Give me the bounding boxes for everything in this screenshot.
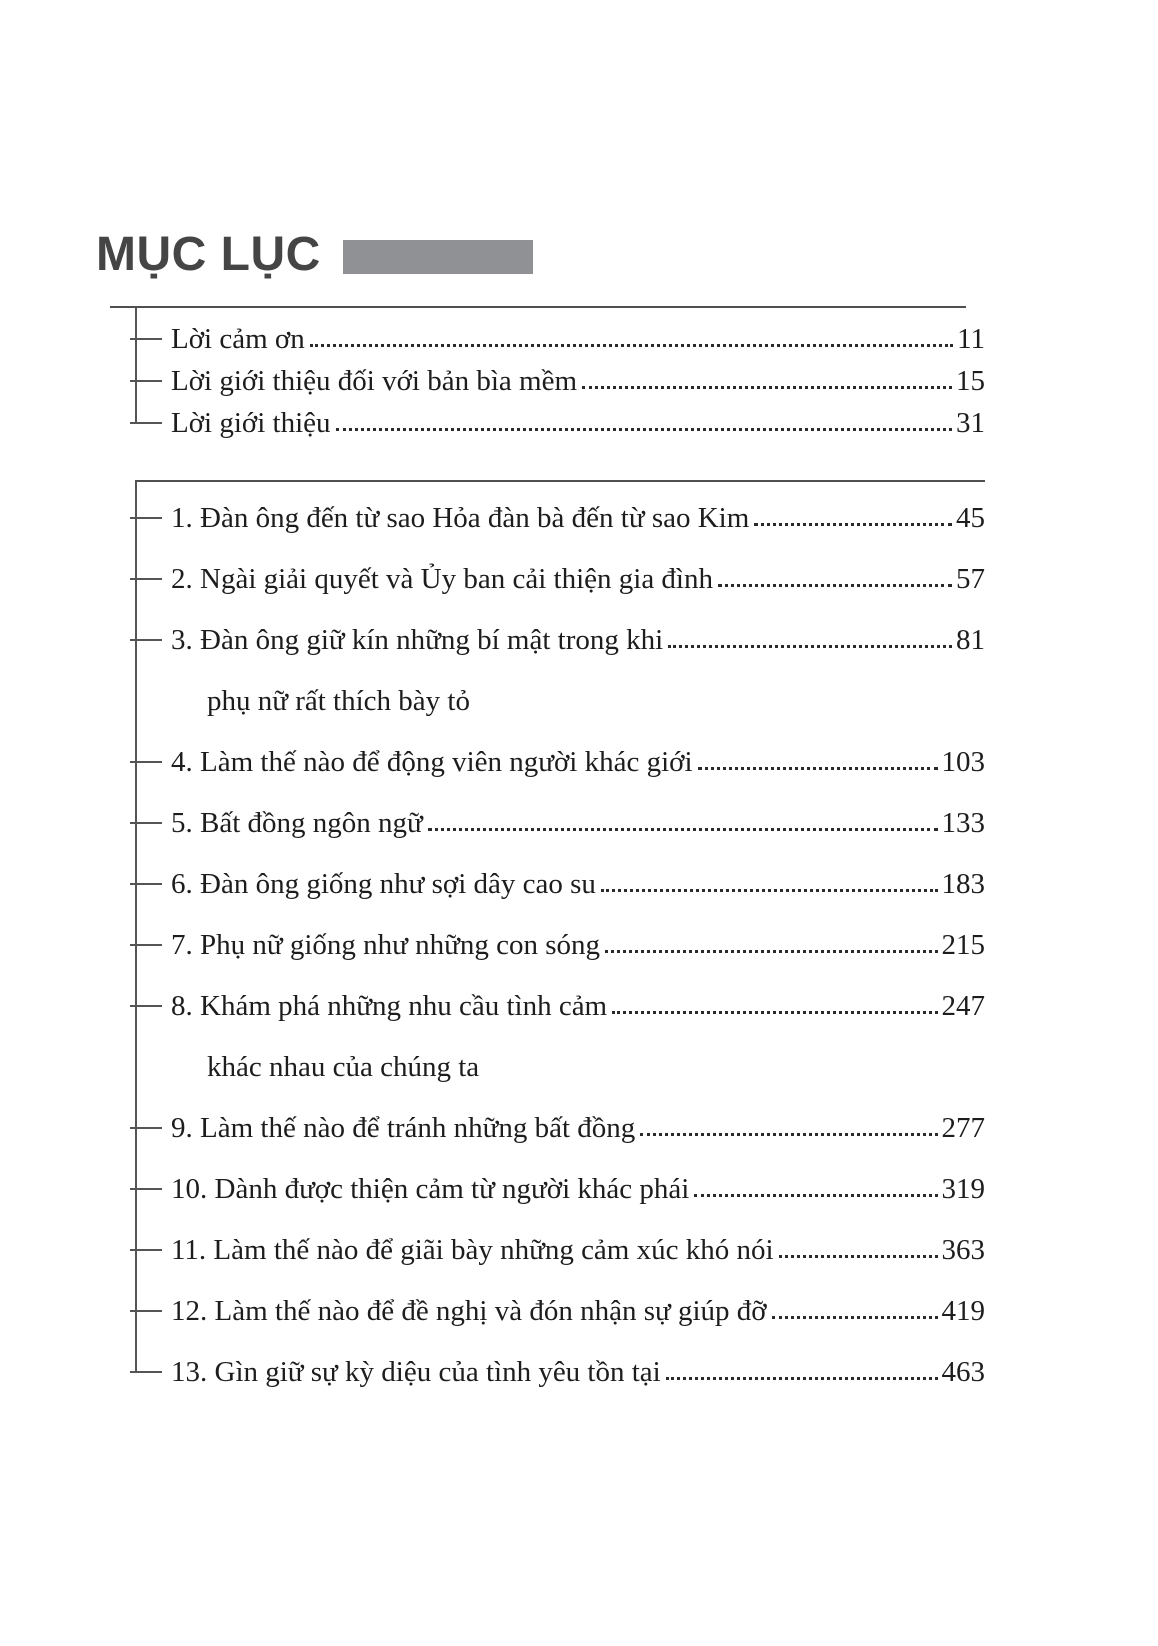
- toc-entry: [135, 1169, 985, 1209]
- toc-entry: [135, 360, 985, 402]
- dot-leader: [772, 1316, 938, 1319]
- dot-leader: [601, 889, 938, 892]
- title-decoration-bar: [343, 240, 533, 274]
- toc-entry: [135, 1230, 985, 1270]
- toc-entry: [135, 925, 985, 965]
- entry-title: 12. Làm thế nào để đề nghị và đón nhận sự giúp đỡ: [171, 1295, 767, 1327]
- toc-entry: [135, 864, 985, 904]
- entry-page: 463: [941, 1356, 985, 1388]
- dot-leader: [718, 584, 952, 587]
- entry-title: Lời giới thiệu: [171, 407, 331, 439]
- toc-entry: [135, 620, 985, 660]
- entry-title: 6. Đàn ông giống như sợi dây cao su: [171, 868, 596, 900]
- entry-page: 247: [941, 990, 985, 1022]
- entry-page: 103: [941, 746, 985, 778]
- toc-entry: [135, 559, 985, 599]
- entry-page: 319: [941, 1173, 985, 1205]
- entry-title: 9. Làm thế nào để tránh những bất đồng: [171, 1112, 636, 1144]
- entry-page: 277: [941, 1112, 985, 1144]
- entry-title: 7. Phụ nữ giống như những con sóng: [171, 929, 600, 961]
- entry-title: 11. Làm thế nào để giãi bày những cảm xúc khó nói: [171, 1234, 774, 1266]
- entry-page: 11: [957, 323, 985, 355]
- entry-page: 133: [941, 807, 985, 839]
- dot-leader: [694, 1194, 937, 1197]
- entry-title: 13. Gìn giữ sự kỳ diệu của tình yêu tồn tại: [171, 1356, 661, 1388]
- toc-entry-continuation: [135, 681, 985, 721]
- toc-entry: [135, 402, 985, 444]
- entry-page: 15: [956, 365, 985, 397]
- dot-leader: [605, 950, 938, 953]
- entry-page: 363: [941, 1234, 985, 1266]
- dot-leader: [754, 523, 952, 526]
- toc-entry-continuation: [135, 1047, 985, 1087]
- dot-leader: [666, 1377, 938, 1380]
- toc-entry: [135, 318, 985, 360]
- entry-page: 57: [956, 563, 985, 595]
- page-header: [96, 224, 1158, 286]
- page-title: MỤC LỤC: [96, 228, 321, 281]
- toc-entry: [135, 986, 985, 1026]
- dot-leader: [640, 1133, 937, 1136]
- entry-page: 81: [956, 624, 985, 656]
- dot-leader: [668, 645, 952, 648]
- toc-entry: [135, 498, 985, 538]
- entry-title: 4. Làm thế nào để động viên người khác giới: [171, 746, 693, 778]
- dot-leader: [698, 767, 938, 770]
- entry-page: 419: [941, 1295, 985, 1327]
- entry-title: Lời cảm ơn: [171, 323, 305, 355]
- entry-title: 1. Đàn ông đến từ sao Hỏa đàn bà đến từ sao Kim: [171, 502, 750, 534]
- front-matter-section: [135, 308, 985, 444]
- entry-title: 2. Ngài giải quyết và Ủy ban cải thiện gia đình: [171, 563, 713, 595]
- dot-leader: [582, 386, 952, 389]
- entry-title: khác nhau của chúng ta: [207, 1051, 480, 1083]
- entry-title: 8. Khám phá những nhu cầu tình cảm: [171, 990, 608, 1022]
- entry-title: phụ nữ rất thích bày tỏ: [207, 685, 470, 717]
- chapters-section: [135, 482, 985, 1392]
- dot-leader: [612, 1011, 937, 1014]
- dot-leader: [336, 428, 952, 431]
- toc-entry: [135, 1352, 985, 1392]
- entry-page: 183: [941, 868, 985, 900]
- entry-page: 45: [956, 502, 985, 534]
- entry-page: 31: [956, 407, 985, 439]
- entry-title: 3. Đàn ông giữ kín những bí mật trong khi: [171, 624, 664, 656]
- dot-leader: [428, 828, 938, 831]
- dot-leader: [779, 1255, 938, 1258]
- entry-page: 215: [941, 929, 985, 961]
- toc-entry: [135, 742, 985, 782]
- entry-title: Lời giới thiệu đối với bản bìa mềm: [171, 365, 578, 397]
- toc-entry: [135, 1291, 985, 1331]
- dot-leader: [310, 344, 953, 347]
- toc-entry: [135, 803, 985, 843]
- entry-title: 5. Bất đồng ngôn ngữ: [171, 807, 423, 839]
- toc-entry: [135, 1108, 985, 1148]
- entry-title: 10. Dành được thiện cảm từ người khác phái: [171, 1173, 690, 1205]
